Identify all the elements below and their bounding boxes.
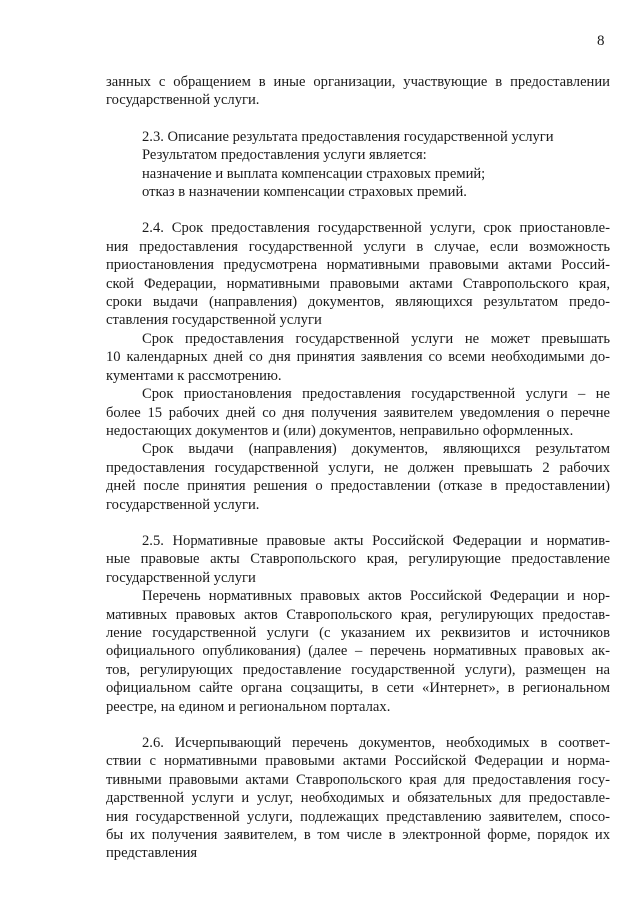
section-2-6 xyxy=(106,734,610,863)
text-line: ставления государственной услуги xyxy=(106,312,322,329)
text-line: официальном сайте органа соцзащиты, в сети «Интернет», в региональном xyxy=(106,680,610,697)
text-line: ской Федерации, нормативными правовыми актами Ставропольского края, xyxy=(106,275,610,292)
document-body xyxy=(106,73,610,863)
page-number: 8 xyxy=(597,33,605,49)
text-line: приостановления предусмотрена нормативными правовыми актами Россий- xyxy=(106,257,610,274)
text-line: государственной услуги. xyxy=(106,92,260,109)
text-line: Срок приостановления предоставления государственной услуги – не xyxy=(142,386,610,403)
section-2-3 xyxy=(106,128,610,202)
text-line: дней после принятия решения о предоставлении (отказе в предоставлении) xyxy=(106,478,610,495)
text-line: предоставления государственной услуги, не должен превышать 2 рабочих xyxy=(106,459,610,476)
text-line: ление государственной услуги (с указанием их реквизитов и источников xyxy=(106,624,610,641)
section-2-4 xyxy=(106,219,610,514)
section-heading: 2.3. Описание результата предоставления государственной услуги xyxy=(142,128,554,145)
text-line: 10 календарных дней со дня принятия заявления со всеми необходимыми до- xyxy=(106,349,610,366)
text-line: Результатом предоставления услуги является: xyxy=(142,147,427,164)
text-line: ные правовые акты Ставропольского края, регулирующие предоставление xyxy=(106,551,610,568)
section-heading: 2.5. Нормативные правовые акты Российской Федерации и норматив- xyxy=(142,532,610,549)
section-heading: 2.4. Срок предоставления государственной услуги, срок приостановле- xyxy=(142,220,610,237)
text-line: отказ в назначении компенсации страховых премий. xyxy=(142,184,467,201)
section-heading: 2.6. Исчерпывающий перечень документов, необходимых в соответ- xyxy=(142,735,610,751)
text-line: мативных правовых актов Ставропольского края, регулирующих предостав- xyxy=(106,606,610,623)
text-line: государственной услуги. xyxy=(106,496,260,513)
text-line: ствии с нормативными правовыми актами Российской Федерации и норма- xyxy=(106,753,610,770)
text-line: тов, регулирующих предоставление государственной услуги), размещен на xyxy=(106,661,610,678)
text-line: Перечень нормативных правовых актов Российской Федерации и нор- xyxy=(142,588,610,605)
text-line: недостающих документов и (или) документов, неправильно оформленных. xyxy=(106,422,574,439)
text-line: официального опубликования) (далее – перечень нормативных правовых ак- xyxy=(106,643,610,660)
text-line: тивными правовыми актами Ставропольского края для предоставления госу- xyxy=(106,771,610,788)
text-line: государственной услуги xyxy=(106,569,256,586)
text-line: сроки выдачи (направления) документов, являющихся результатом предо- xyxy=(106,294,610,311)
text-line: ния государственной услуги, подлежащих представлению заявителем, спосо- xyxy=(106,808,610,825)
continuation-paragraph xyxy=(106,73,610,110)
text-line: Срок выдачи (направления) документов, являющихся результатом xyxy=(142,441,610,458)
text-line: дарственной услуги и услуг, необходимых и обязательных для предоставле- xyxy=(106,790,610,807)
text-line: представления xyxy=(106,845,198,862)
section-2-5 xyxy=(106,532,610,716)
text-line: более 15 рабочих дней со дня получения заявителем уведомления о перечне xyxy=(106,404,610,421)
text-line: Срок предоставления государственной услуги не может превышать xyxy=(142,330,610,347)
text-line: ния предоставления государственной услуги в случае, если возможность xyxy=(106,238,610,255)
text-line: бы их получения заявителем, в том числе в электронной форме, порядок их xyxy=(106,827,610,844)
text-line: занных с обращением в иные организации, участвующие в предоставлении xyxy=(106,74,610,90)
text-line: назначение и выплата компенсации страховых премий; xyxy=(142,165,486,182)
text-line: кументами к рассмотрению. xyxy=(106,367,282,384)
text-line: реестре, на едином и региональном порталах. xyxy=(106,698,391,715)
